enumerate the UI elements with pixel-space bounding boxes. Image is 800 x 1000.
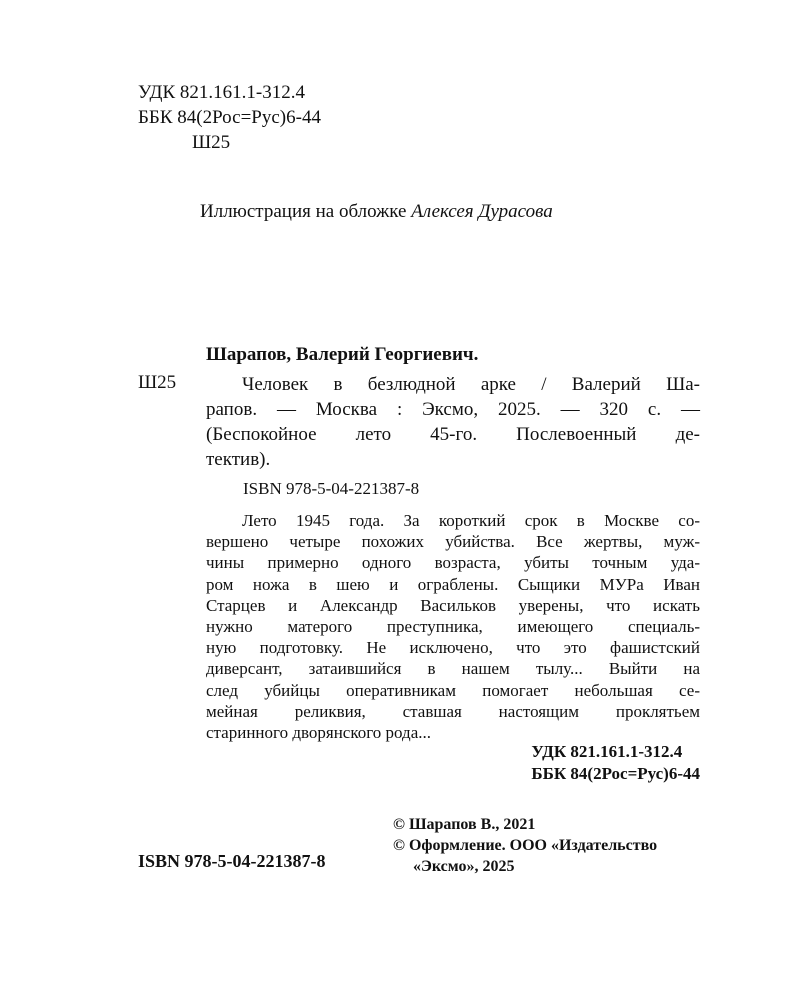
- record-author-mark: Ш25: [138, 372, 177, 393]
- isbn-bottom: ISBN 978-5-04-221387-8: [138, 851, 326, 871]
- illustration-prefix: Иллюстрация на обложке: [200, 201, 412, 222]
- udk-code: УДК 821.161.1-312.4: [138, 82, 305, 103]
- record-isbn: ISBN 978-5-04-221387-8: [243, 479, 420, 498]
- annotation-line: след убийцы оперативникам помогает небольшая се-: [206, 680, 700, 700]
- bottom-udk-code: УДК 821.161.1-312.4: [531, 742, 683, 761]
- annotation-line: диверсант, затаившийся в нашем тылу... Выйти на: [206, 659, 700, 679]
- annotation: [206, 510, 700, 743]
- annotation-line: нужно матерого преступника, имеющего специаль-: [206, 617, 700, 637]
- copyright-design: © Оформление. ООО «Издательство: [393, 837, 658, 854]
- bib-line: тектив).: [206, 449, 271, 470]
- copyright-publisher: «Эксмо», 2025: [413, 858, 515, 875]
- bottom-classification: [531, 741, 700, 785]
- annotation-line: старинного дворянского рода...: [206, 723, 431, 743]
- bibliographic-description: [206, 372, 700, 472]
- annotation-line: мейная реликвия, ставшая настоящим проклятьем: [206, 701, 700, 721]
- annotation-line: ром ножа в шею и ограблены. Сыщики МУРа Иван: [206, 574, 700, 594]
- top-classification: [138, 80, 321, 155]
- bib-line: (Беспокойное лето 45-го. Послевоенный де-: [206, 424, 700, 445]
- annotation-line: Старцев и Александр Васильков уверены, что искать: [206, 595, 700, 615]
- bib-line: рапов. — Москва : Эксмо, 2025. — 320 с. —: [206, 399, 700, 420]
- bib-line: Человек в безлюдной арке / Валерий Ша-: [242, 374, 700, 395]
- author-mark: Ш25: [192, 132, 231, 153]
- illustration-credit: [200, 201, 553, 223]
- copyright-author: © Шарапов В., 2021: [393, 816, 536, 833]
- illustration-artist: Алексея Дурасова: [411, 201, 553, 222]
- annotation-line: вершено четыре похожих убийства. Все жертвы, муж-: [206, 532, 700, 552]
- annotation-line: чины примерно одного возраста, убиты точным уда-: [206, 553, 700, 573]
- bottom-bbk-code: ББК 84(2Рос=Рус)6-44: [531, 764, 700, 783]
- bbk-code: ББК 84(2Рос=Рус)6-44: [138, 107, 321, 128]
- record-author: Шарапов, Валерий Георгиевич.: [206, 344, 479, 365]
- copyright-block: [393, 814, 657, 877]
- annotation-line: ную подготовку. Не исключено, что это фашистский: [206, 638, 700, 658]
- annotation-line: Лето 1945 года. За короткий срок в Москве со-: [242, 511, 700, 530]
